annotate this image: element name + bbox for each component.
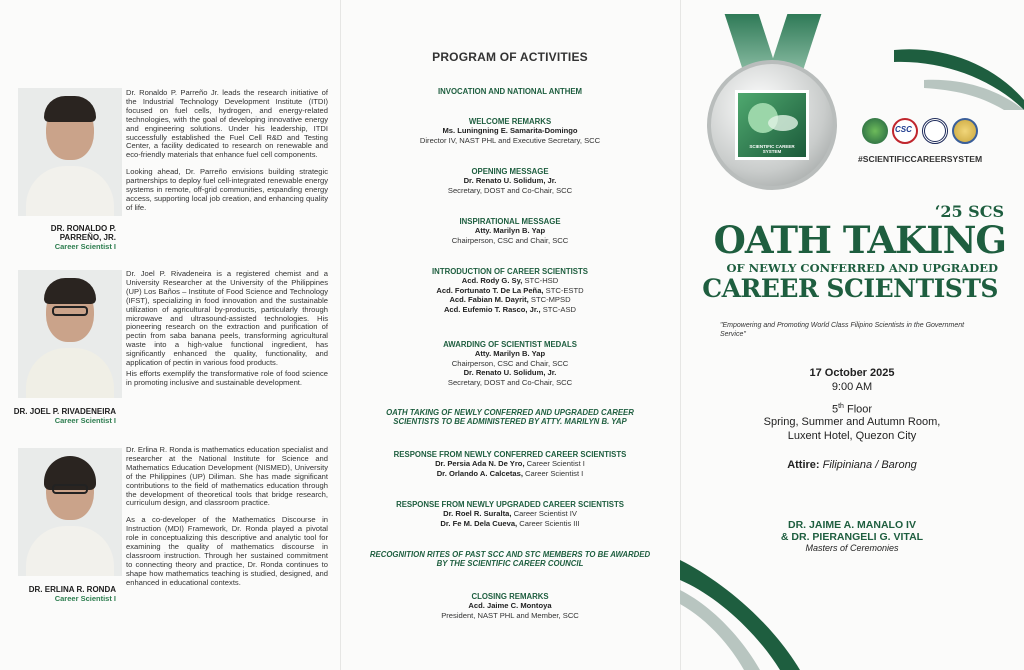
speaker-name: Atty. Marilyn B. Yap <box>474 349 546 359</box>
program-item <box>340 87 680 96</box>
bio-paragraph: Looking ahead, Dr. Parreño envisions building strategic partnerships to deploy fuel cell-integrated renewable energy systems in remote, off-grid communities, expanding energy access, supporting local job creation, and enhancing quality of life. <box>126 167 328 212</box>
program-item-line <box>340 186 680 195</box>
scientist-name-line: PARREÑO, JR. <box>59 233 116 242</box>
speaker-name: Dr. Renato U. Solidum, Jr. <box>463 176 557 186</box>
portrait-parreno <box>18 88 122 216</box>
emcee-role: Masters of Ceremonies <box>805 543 899 553</box>
program-item-line <box>340 176 680 185</box>
speaker-role: Director IV, NAST PHL and Executive Secretary, SCC <box>419 135 601 145</box>
speaker-name: Acd. Fabian M. Dayrit, <box>449 295 529 305</box>
event-tagline: "Empowering and Promoting World Class Filipino Scientists in the Government Service" <box>720 322 965 338</box>
speaker-role: Secretary, DOST and Co-Chair, SCC <box>447 377 573 387</box>
floor-word: Floor <box>843 403 873 416</box>
speaker-role: Chairperson, CSC and Chair, SCC <box>451 235 569 245</box>
decorative-swoosh-bottom <box>680 560 800 670</box>
speaker-name: Dr. Persia Ada N. De Yro, <box>435 459 525 469</box>
program-item <box>340 500 680 528</box>
event-subtitle: OF NEWLY CONFERRED AND UPGRADED <box>726 261 998 275</box>
program-item-heading: RESPONSE FROM NEWLY UPGRADED CAREER SCIENTISTS <box>396 500 624 509</box>
speaker-name: Dr. Fe M. Dela Cueva, <box>440 518 518 528</box>
scientist-bio <box>126 270 328 388</box>
speaker-name: Dr. Orlando A. Calcetas, <box>436 468 523 478</box>
speaker-name: Dr. Renato U. Solidum, Jr. <box>463 368 557 378</box>
speaker-role: STC-ESTD <box>543 285 584 295</box>
speaker-role: Career Scientist I <box>524 459 585 469</box>
program-item <box>340 217 680 245</box>
event-time: 9:00 AM <box>831 381 873 393</box>
bio-paragraph: Dr. Joel P. Rivadeneira is a registered chemist and a University Researcher at the University of the Philippines (UP) Los Baños – Institute of Food Science and Technology (IFST), specializing in food innovation and the sustainable utilization of agricultural by-products, particularly through microwave and ultrasound-assisted technologies. His pioneering research on the extraction and purification of pectin from saba banana peels, transforming agricultural waste into a high-value functional ingredient, has significantly enhanced the quality, functionality, and application of pectin in various food products. <box>126 269 328 368</box>
attire-label: Attire: <box>787 459 820 471</box>
bio-paragraph: Dr. Erlina R. Ronda is mathematics education specialist and researcher at the National Institute for Science and Mathematics Education Development (NISMED), University of the Philippines (UP) Diliman. She has made significant contributions to the field of mathematics education through the development of theoretical tools that bridge research, curriculum design, and classroom practice. <box>126 445 328 508</box>
cover-panel <box>680 0 1024 670</box>
scientist-name <box>4 585 116 603</box>
speaker-name: Atty. Marilyn B. Yap <box>474 226 546 236</box>
program-item-line <box>340 519 680 528</box>
program-item-heading: CLOSING REMARKS <box>471 592 549 601</box>
program-item <box>340 340 680 387</box>
speaker-role: Secretary, DOST and Co-Chair, SCC <box>447 185 573 195</box>
program-item-line <box>340 305 680 314</box>
program-item-heading: OPENING MESSAGE <box>471 167 549 176</box>
bio-paragraph: As a co-developer of the Mathematics Discourse in Instruction (MDI) Framework, Dr. Ronda played a pivotal role in conceptualizing this descriptive and analytic tool for examining the quality of mathematics discourse in classroom instruction. Through her sustained commitment to connecting theory and practice, Dr. Ronda continues to shape how mathematics teaching is studied, designed, and enhanced in educational contexts. <box>126 515 328 587</box>
program-item-line <box>340 286 680 295</box>
program-item-line <box>340 126 680 135</box>
program-item-line <box>340 295 680 304</box>
dost-logo-icon <box>862 118 888 144</box>
emcee-name-2: & DR. PIERANGELI G. VITAL <box>780 531 924 543</box>
scientist-name <box>4 224 116 251</box>
portrait-ronda <box>18 448 122 576</box>
speaker-name: Acd. Rody G. Sy, <box>461 276 523 286</box>
program-item-heading: INTRODUCTION OF CAREER SCIENTISTS <box>432 267 588 276</box>
program-item-line <box>340 236 680 245</box>
program-item <box>340 450 680 478</box>
program-item-line <box>340 459 680 468</box>
speaker-role: STC-MPSD <box>528 295 571 305</box>
speaker-name: Acd. Fortunato T. De La Peña, <box>436 285 544 295</box>
program-item-line <box>340 226 680 235</box>
scientist-name-line: DR. JOEL P. RIVADENEIRA <box>13 407 116 416</box>
venue-room: Spring, Summer and Autumn Room, <box>763 416 941 428</box>
venue-floor <box>680 403 1024 416</box>
scientist-name <box>4 407 116 425</box>
program-item-line <box>340 601 680 610</box>
speaker-name: Acd. Eufemio T. Rasco, Jr., <box>443 304 541 314</box>
program-item-line <box>340 276 680 285</box>
program-item-line <box>340 509 680 518</box>
program-title: PROGRAM OF ACTIVITIES <box>432 50 588 64</box>
speaker-role: Career Scientist I <box>522 468 584 478</box>
program-item-heading: OATH TAKING OF NEWLY CONFERRED AND UPGRADED CAREER SCIENTISTS TO BE ADMINISTERED BY ATTY. MARILYN B. YAP <box>386 408 634 427</box>
program-item-line <box>340 349 680 358</box>
program-item <box>340 408 680 427</box>
speaker-role: STC-ASD <box>540 304 577 314</box>
scientist-title: Career Scientist I <box>54 416 116 425</box>
venue-hotel: Luxent Hotel, Quezon City <box>787 430 917 442</box>
scientist-panel <box>0 0 340 670</box>
scs-medal <box>707 60 837 190</box>
program-item-heading: AWARDING OF SCIENTIST MEDALS <box>443 340 577 349</box>
event-date: 17 October 2025 <box>809 367 895 379</box>
program-item <box>340 267 680 314</box>
csc-logo-icon: CSC <box>892 118 918 144</box>
program-item-heading: RECOGNITION RITES OF PAST SCC AND STC MEMBERS TO BE AWARDED BY THE SCIENTIFIC CAREER COUNCIL <box>369 550 651 569</box>
program-item <box>340 550 680 569</box>
program-panel <box>340 0 680 670</box>
program-item-heading: INSPIRATIONAL MESSAGE <box>459 217 561 226</box>
speaker-role: Chairperson, CSC and Chair, SCC <box>451 358 569 368</box>
scientist-bio <box>126 446 328 588</box>
medal-text: SCIENTIFIC CAREER SYSTEM <box>749 144 795 154</box>
speaker-role: STC-HSD <box>522 276 559 286</box>
speaker-role: Career Scientis III <box>517 518 580 528</box>
program-item <box>340 117 680 145</box>
program-item <box>340 167 680 195</box>
bio-paragraph: His efforts exemplify the transformative role of food science in promoting inclusive and sustainable development. <box>126 368 328 387</box>
scs-medal-emblem-icon <box>735 90 809 160</box>
floor-number: 5 <box>831 403 839 416</box>
nast-seal-icon <box>952 118 978 144</box>
attire-value: Filipiniana / Barong <box>819 459 917 471</box>
hashtag: #SCIENTIFICCAREERSYSTEM <box>858 154 983 164</box>
program-item-line <box>340 359 680 368</box>
event-year: ‘25 SCS <box>934 202 1004 221</box>
scientist-name-line: DR. ERLINA R. RONDA <box>28 585 116 594</box>
scientist-title: Career Scientist I <box>54 594 116 603</box>
floor-suffix: th <box>838 403 844 410</box>
program-item-heading: INVOCATION AND NATIONAL ANTHEM <box>437 87 583 96</box>
portrait-rivadeneira <box>18 270 122 398</box>
speaker-name: Acd. Jaime C. Montoya <box>468 601 552 611</box>
speaker-role: Career Scientist IV <box>511 509 577 519</box>
attire <box>680 459 1024 471</box>
event-title-2: CAREER SCIENTISTS <box>702 274 998 303</box>
program-item-heading: WELCOME REMARKS <box>468 117 552 126</box>
program-item <box>340 592 680 620</box>
program-item-line <box>340 611 680 620</box>
speaker-role: President, NAST PHL and Member, SCC <box>441 610 579 620</box>
scientist-bio <box>126 89 328 213</box>
program-item-line <box>340 469 680 478</box>
scientist-name-line: DR. RONALDO P. <box>50 224 116 233</box>
program-item-line <box>340 136 680 145</box>
bio-paragraph: Dr. Ronaldo P. Parreño Jr. leads the research initiative of the Industrial Technology Development Institute (ITDI) focused on fuel cells, hydrogen, and energy-related technologies, with the goal of developing innovative energy and engineering solutions. Under his leadership, ITDI successfully established the Fuel Cell R&D and Testing Center, a facility dedicated to research on renewable and eco-friendly materials that enhance fuel cell components. <box>126 88 328 160</box>
scc-knot-logo-icon <box>922 118 948 144</box>
speaker-name: Ms. Luningning E. Samarita-Domingo <box>442 126 578 136</box>
emcee-name-1: DR. JAIME A. MANALO IV <box>788 519 916 531</box>
speaker-name: Dr. Roel R. Suralta, <box>443 509 512 519</box>
program-item-line <box>340 378 680 387</box>
scientist-title: Career Scientist I <box>54 242 116 251</box>
program-item-line <box>340 368 680 377</box>
decorative-swoosh-top <box>884 40 1024 110</box>
program-item-heading: RESPONSE FROM NEWLY CONFERRED CAREER SCIENTISTS <box>393 450 627 459</box>
event-title: OATH TAKING <box>713 218 1006 262</box>
